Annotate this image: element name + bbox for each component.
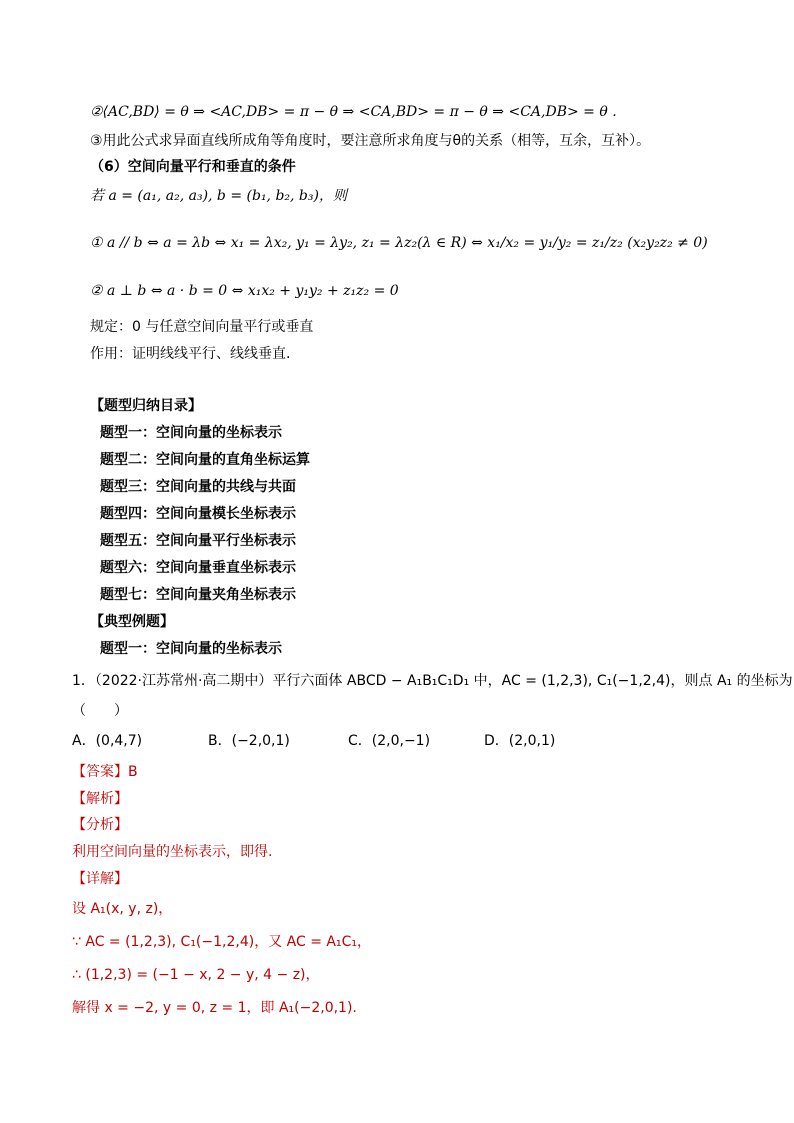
- fenxi-label: 【分析】: [72, 817, 128, 833]
- detail-line-3: ∴ (1,2,3) = (−1 − x, 2 − y, 4 − z)，: [72, 967, 320, 983]
- catalog-heading: 【题型归纳目录】: [90, 398, 202, 414]
- fenxi-text: 利用空间向量的坐标表示，即得.: [72, 844, 273, 860]
- question-stem: 1．（2022·江苏常州·高二期中）平行六面体 ABCD − A₁B₁C₁D₁ 中，AC = (1,2,3), C₁(−1,2,4)，则点 A₁ 的坐标为: [72, 673, 793, 689]
- catalog-item-3: 题型三：空间向量的共线与共面: [100, 479, 296, 495]
- option-b: B．(−2,0,1): [208, 733, 290, 749]
- rule-line: 规定：0 与任意空间向量平行或垂直: [90, 319, 314, 335]
- usage-line: 作用：证明线线平行、线线垂直.: [90, 346, 291, 362]
- type1-heading: 题型一：空间向量的坐标表示: [100, 641, 282, 657]
- option-c: C．(2,0,−1): [348, 733, 431, 749]
- detail-line-4: 解得 x = −2, y = 0, z = 1，即 A₁(−2,0,1).: [72, 1000, 357, 1016]
- catalog-item-6: 题型六：空间向量垂直坐标表示: [100, 560, 296, 576]
- catalog-item-2: 题型二：空间向量的直角坐标运算: [100, 452, 310, 468]
- question-paren: （ ）: [72, 703, 128, 719]
- vector-definition-line: 若 a = (a₁, a₂, a₃), b = (b₁, b₂, b₃)，则: [90, 188, 347, 204]
- note-line-3: ③用此公式求异面直线所成角等角度时，要注意所求角度与θ的关系（相等，互余，互补）。: [90, 133, 651, 149]
- option-a: A．(0,4,7): [72, 733, 143, 749]
- catalog-item-4: 题型四：空间向量模长坐标表示: [100, 506, 296, 522]
- examples-heading: 【典型例题】: [90, 614, 174, 630]
- answer-label: 【答案】B: [72, 764, 138, 780]
- parallel-condition-line: ① a // b ⇔ a = λb ⇔ x₁ = λx₂, y₁ = λy₂, z₁ = λz₂(λ ∈ R) ⇔ x₁/x₂ = y₁/y₂ = z₁/z₂ (x₂y₂z₂ ≠ 0): [90, 235, 708, 251]
- catalog-item-7: 题型七：空间向量夹角坐标表示: [100, 587, 296, 603]
- option-d: D．(2,0,1): [484, 733, 556, 749]
- catalog-item-5: 题型五：空间向量平行坐标表示: [100, 533, 296, 549]
- perpendicular-condition-line: ② a ⊥ b ⇔ a · b = 0 ⇔ x₁x₂ + y₁y₂ + z₁z₂ = 0: [90, 283, 399, 299]
- catalog-item-1: 题型一：空间向量的坐标表示: [100, 425, 282, 441]
- formula-line-2: ②⟨AC,BD⟩ = θ ⇒ <AC,DB> = π − θ ⇒ <CA,BD> = π − θ ⇒ <CA,DB> = θ .: [90, 104, 617, 120]
- analysis-label: 【解析】: [72, 791, 128, 807]
- detail-line-2: ∵ AC = (1,2,3), C₁(−1,2,4)，又 AC = A₁C₁，: [72, 934, 371, 950]
- detail-label: 【详解】: [72, 871, 128, 887]
- section-heading-6: （6）空间向量平行和垂直的条件: [90, 159, 296, 175]
- detail-line-1: 设 A₁(x, y, z)，: [72, 901, 173, 917]
